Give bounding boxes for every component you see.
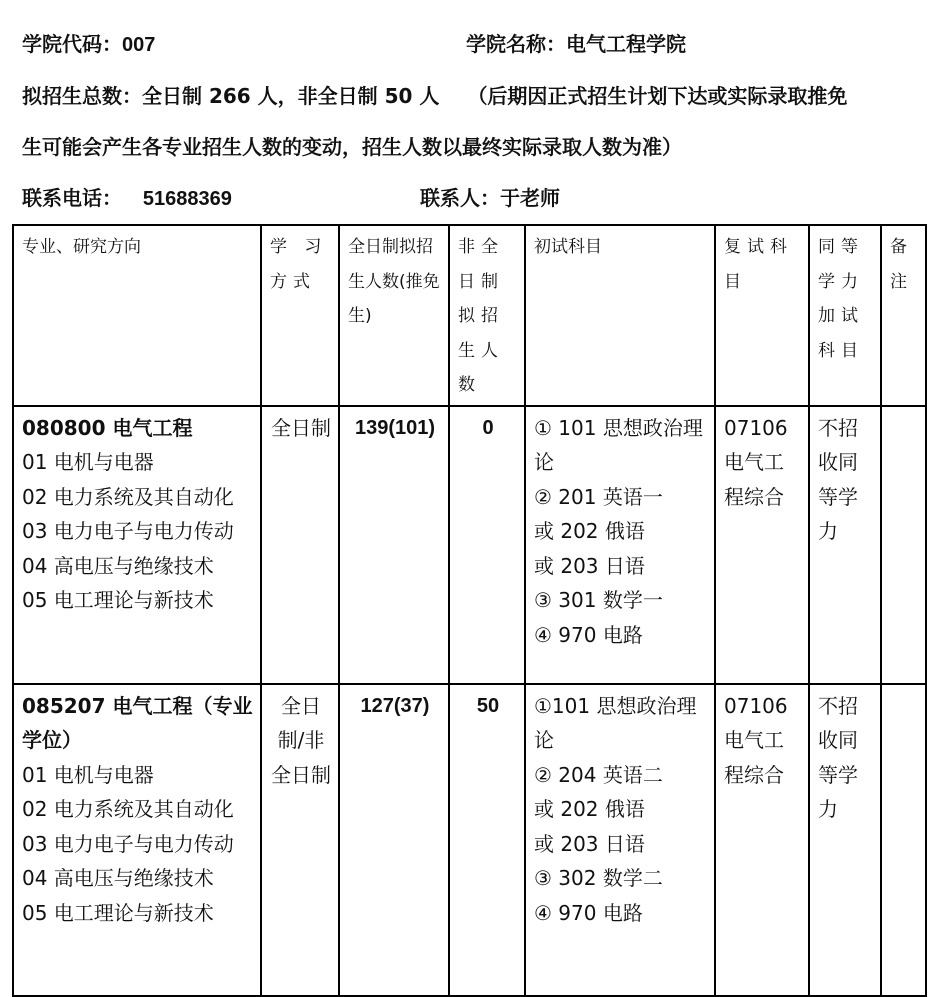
note-part1: （后期因正式招生计划下达或实际录取推免 — [467, 84, 848, 108]
college-code: 007 — [122, 34, 156, 56]
fulltime-cell: 139(101) — [339, 406, 449, 684]
college-code-line — [22, 28, 155, 57]
col-header-major: 专业、研究方向 — [13, 225, 261, 406]
major-title: 085207 电气工程（专业学位） — [22, 693, 253, 752]
retest-cell: 07106 电气工程综合 — [715, 684, 809, 996]
contact-line — [420, 182, 560, 211]
exam-item: ④ 970 电路 — [534, 900, 643, 925]
contact-label: 联系人： — [420, 186, 500, 210]
remark-cell — [881, 406, 926, 684]
table-header-row — [13, 225, 926, 406]
exam-item: 或 202 俄语 — [534, 797, 645, 821]
direction-item: 02 电力系统及其自动化 — [22, 484, 234, 509]
exam-item: 或 203 日语 — [534, 553, 645, 578]
exam-cell — [525, 406, 715, 684]
phone-number: 51688369 — [142, 188, 232, 210]
remark-cell — [881, 684, 926, 996]
enrollment-table — [12, 224, 927, 997]
direction-item: 04 高电压与绝缘技术 — [22, 866, 214, 890]
major-cell — [13, 406, 261, 684]
col-header-mode: 学 习 方式 — [261, 225, 339, 406]
college-name-label: 学院名称： — [466, 32, 566, 56]
col-header-remark: 备注 — [881, 225, 926, 406]
exam-item: ①101 思想政治理论 — [534, 693, 697, 752]
parttime-cell: 50 — [449, 684, 525, 996]
college-name-line — [466, 28, 686, 57]
direction-item: 03 电力电子与电力传动 — [22, 519, 234, 543]
table-row — [13, 406, 926, 684]
mode-cell: 全日制 — [261, 406, 339, 684]
col-header-exam: 初试科目 — [525, 225, 715, 406]
direction-item: 01 电机与电器 — [22, 450, 154, 474]
major-cell — [13, 684, 261, 996]
parttime-cell: 0 — [449, 406, 525, 684]
exam-item: ① 101 思想政治理论 — [534, 415, 703, 474]
college-name: 电气工程学院 — [566, 32, 686, 56]
total-text: 全日制 266 人，非全日制 50 人 — [142, 84, 440, 108]
major-title: 080800 电气工程 — [22, 415, 193, 440]
direction-item: 01 电机与电器 — [22, 762, 154, 787]
table-row — [13, 684, 926, 996]
exam-item: ④ 970 电路 — [534, 622, 643, 647]
col-header-extra: 同等学力加试科目 — [809, 225, 881, 406]
note-part2: 生可能会产生各专业招生人数的变动，招生人数以最终实际录取人数为准） — [22, 135, 682, 159]
direction-item: 04 高电压与绝缘技术 — [22, 553, 214, 578]
exam-item: ③ 301 数学一 — [534, 588, 663, 612]
retest-cell: 07106 电气工程综合 — [715, 406, 809, 684]
direction-item: 05 电工理论与新技术 — [22, 900, 214, 925]
exam-item: ③ 302 数学二 — [534, 866, 663, 890]
contact-name: 于老师 — [500, 186, 560, 210]
exam-cell — [525, 684, 715, 996]
extra-cell: 不招收同等学力 — [809, 684, 881, 996]
exam-item: ② 201 英语一 — [534, 484, 663, 509]
extra-cell: 不招收同等学力 — [809, 406, 881, 684]
enrollment-total-line — [22, 80, 847, 109]
note-line — [22, 131, 682, 160]
col-header-retest: 复试科目 — [715, 225, 809, 406]
direction-item: 05 电工理论与新技术 — [22, 588, 214, 612]
phone-line — [22, 182, 232, 211]
phone-label: 联系电话： — [22, 186, 122, 210]
exam-item: 或 203 日语 — [534, 831, 645, 856]
exam-item: 或 202 俄语 — [534, 519, 645, 543]
col-header-fulltime: 全日制拟招生人数(推免生) — [339, 225, 449, 406]
col-header-parttime: 非全日制拟招生人数 — [449, 225, 525, 406]
mode-cell: 全日制/非全日制 — [261, 684, 339, 996]
college-code-label: 学院代码： — [22, 32, 122, 56]
direction-item: 02 电力系统及其自动化 — [22, 797, 234, 821]
direction-item: 03 电力电子与电力传动 — [22, 831, 234, 856]
total-label: 拟招生总数： — [22, 84, 142, 108]
fulltime-cell: 127(37) — [339, 684, 449, 996]
exam-item: ② 204 英语二 — [534, 762, 663, 787]
